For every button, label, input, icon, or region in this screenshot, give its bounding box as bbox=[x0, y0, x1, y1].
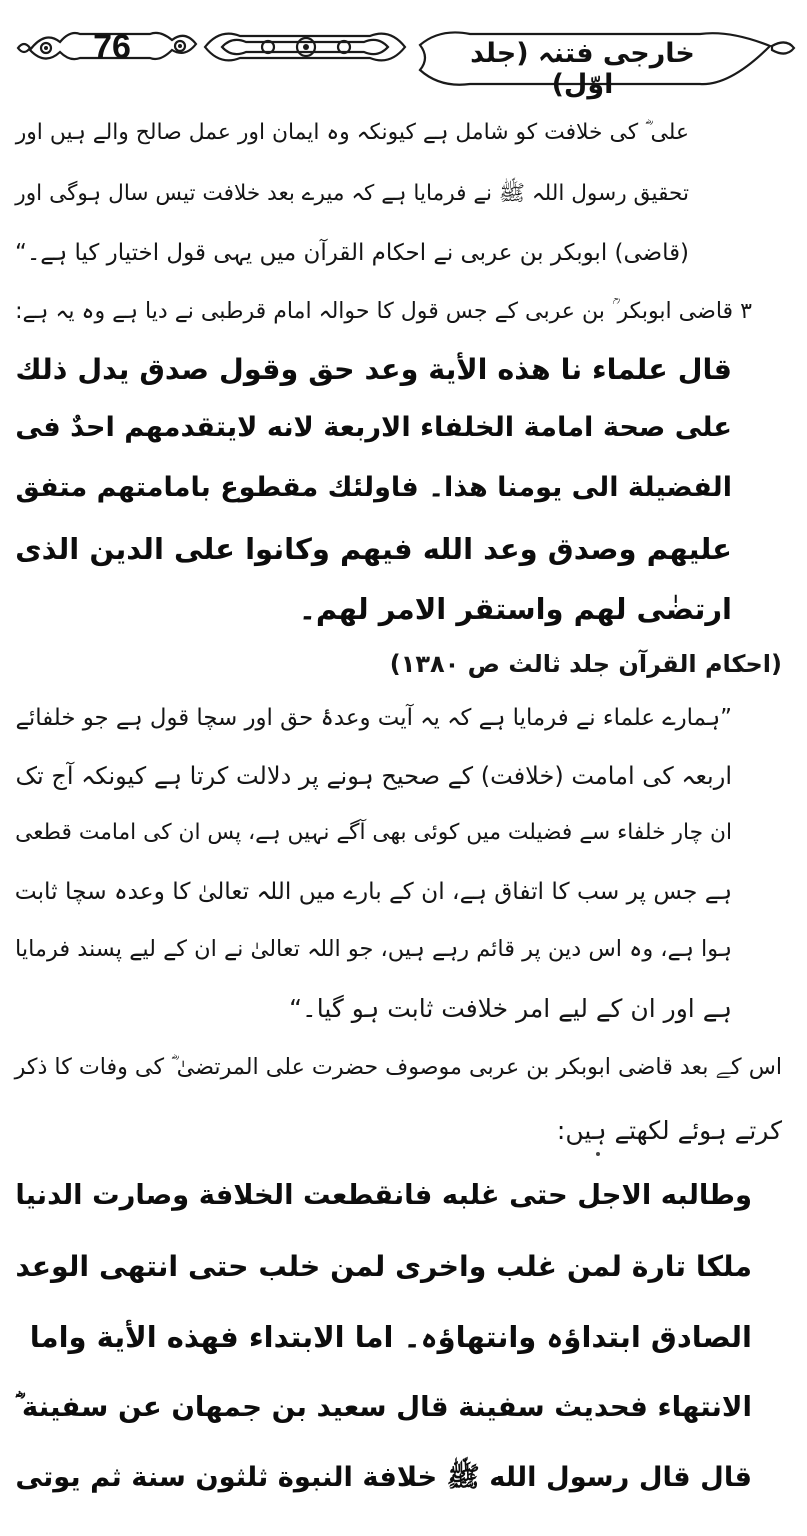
arabic-quote-line: وطالبه الاجل حتى غلبه فانقطعت الخلافة وصارت الدنيا bbox=[15, 1180, 752, 1211]
translation-line: ہے جس پر سب کا اتفاق ہے، ان کے بارے میں اللہ تعالیٰ کا وعدہ سچا ثابت bbox=[14, 878, 732, 905]
translation-line: ہے اور ان کے لیے امر خلافت ثابت ہو گیا۔“ bbox=[289, 994, 732, 1023]
translation-line: ”ہمارے علماء نے فرمایا ہے کہ یہ آیت وعدۂ حق اور سچا قول ہے جو خلفائے bbox=[15, 705, 732, 731]
book-title: خارجی فتنہ (جلد اوّل) bbox=[470, 38, 695, 100]
source-reference: (احكام القرآن جلد ثالث ص ۱۳۸۰) bbox=[389, 650, 782, 678]
arabic-quote-line: ملكا تارة لمن غلب واخرى لمن خلب حتى انتهى الوعد bbox=[15, 1250, 752, 1283]
arabic-quote-line: قال علماء نا هذه الأية وعد حق وقول صدق يدل ذلك bbox=[15, 352, 732, 386]
arabic-quote-line: قال قال رسول الله ﷺ خلافة النبوة ثلثون سنة ثم يوتى bbox=[15, 1462, 752, 1493]
arabic-quote-line: الفضيلة الى يومنا هذا۔ فاولئك مقطوع بامامتهم متفق bbox=[15, 472, 732, 503]
translation-line: ہوا ہے، وہ اس دین پر قائم رہے ہیں، جو اللہ تعالیٰ نے ان کے لیے پسند فرمایا bbox=[15, 936, 732, 962]
translation-line: ان چار خلفاء سے فضیلت میں کوئی بھی آگے نہیں ہے، پس ان کی امامت قطعی bbox=[15, 820, 732, 845]
arabic-quote-line: الصادق ابتداؤہ وانتهاؤہ۔ اما الابتداء فهذه الأية واما bbox=[29, 1320, 752, 1354]
arabic-quote-line: عليهم وصدق وعد الله فيهم وكانوا على الدين الذى bbox=[15, 532, 732, 566]
stray-dot bbox=[596, 1152, 600, 1156]
arabic-quote-line: ارتضٰى لهم واستقر الامر لهم۔ bbox=[298, 592, 732, 626]
urdu-line: اس کے بعد قاضی ابوبکر بن عربی موصوف حضرت علی المرتضیٰ ؓ کی وفات کا ذکر bbox=[14, 1054, 782, 1080]
page-number: 76 bbox=[93, 28, 131, 66]
urdu-line: تحقیق رسول اللہ ﷺ نے فرمایا ہے کہ میرے بعد خلافت تیس سال ہوگی اور bbox=[15, 181, 689, 206]
translation-line: اربعہ کی امامت (خلافت) کے صحیح ہونے پر دلالت کرتا ہے کیونکہ آج تک bbox=[15, 762, 732, 790]
arabic-quote-line: على صحة امامة الخلفاء الاربعة لانه لايتقدمهم احدٌ فى bbox=[15, 412, 732, 443]
urdu-line: (قاضی) ابوبکر بن عربی نے احکام القرآن میں یہی قول اختیار کیا ہے۔“ bbox=[14, 240, 689, 266]
urdu-line: علی ؓ کی خلافت کو شامل ہے کیونکہ وہ ایمان اور عمل صالح والے ہیں اور bbox=[15, 120, 689, 145]
urdu-line: ۳ قاضی ابوبکر ؒ بن عربی کے جس قول کا حوالہ امام قرطبی نے دیا ہے وہ یہ ہے: bbox=[15, 298, 752, 324]
urdu-line: کرتے ہوئے لکھتے ہیں: bbox=[556, 1116, 782, 1145]
page-header bbox=[0, 0, 807, 110]
arabic-quote-line: الانتهاء فحديث سفينة قال سعيد بن جمهان عن سفينة ؓ bbox=[15, 1390, 752, 1423]
